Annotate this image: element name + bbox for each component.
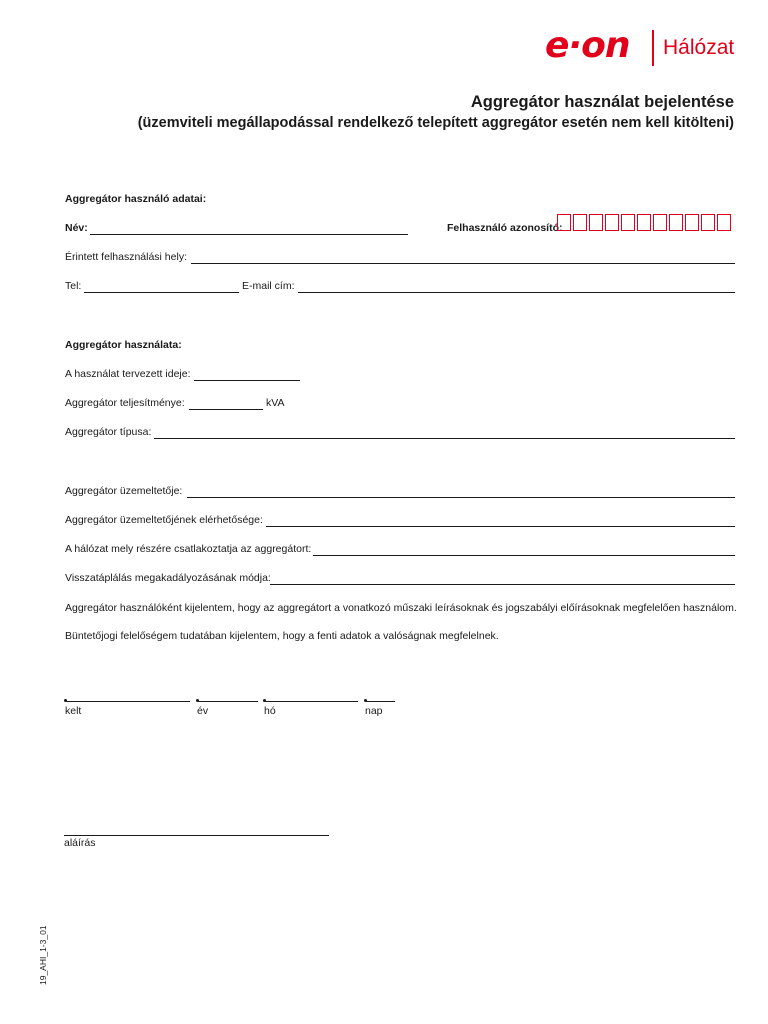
user-id-box[interactable]	[685, 214, 699, 231]
user-id-box[interactable]	[573, 214, 587, 231]
site-label: Érintett felhasználási hely:	[65, 251, 187, 263]
email-field[interactable]	[298, 292, 735, 293]
operator-label: Aggregátor üzemeltetője:	[65, 485, 183, 497]
type-label: Aggregátor típusa:	[65, 426, 152, 438]
year-field[interactable]	[198, 701, 258, 702]
user-id-box[interactable]	[653, 214, 667, 231]
logo-subtitle: Hálózat	[663, 36, 735, 59]
tel-label: Tel:	[65, 280, 82, 292]
day-label: nap	[365, 705, 383, 717]
user-id-box[interactable]	[621, 214, 635, 231]
user-id-box[interactable]	[701, 214, 715, 231]
logo-divider	[652, 30, 654, 66]
form-code: 19_AHI_1-3_01	[38, 925, 48, 985]
duration-field[interactable]	[194, 380, 300, 381]
power-field[interactable]	[189, 409, 263, 410]
grid-part-label: A hálózat mely részére csatlakoztatja az aggregátort:	[65, 543, 312, 555]
backfeed-label: Visszatáplálás megakadályozásának módja:	[65, 572, 271, 584]
duration-label: A használat tervezett ideje:	[65, 368, 191, 380]
power-label: Aggregátor teljesítménye:	[65, 397, 185, 409]
month-label: hó	[264, 705, 276, 717]
operator-field[interactable]	[187, 497, 735, 498]
user-id-box[interactable]	[557, 214, 571, 231]
user-id-box[interactable]	[605, 214, 619, 231]
operator-contact-field[interactable]	[266, 526, 735, 527]
grid-part-field[interactable]	[313, 555, 735, 556]
section-heading-usage: Aggregátor használata:	[65, 339, 182, 351]
signature-field[interactable]	[64, 835, 329, 836]
section-heading-user-data: Aggregátor használó adatai:	[65, 193, 207, 205]
user-id-box[interactable]	[717, 214, 731, 231]
email-label: E-mail cím:	[242, 280, 295, 292]
page-title: Aggregátor használat bejelentése	[470, 93, 734, 111]
tel-field[interactable]	[84, 292, 239, 293]
year-label: év	[197, 705, 209, 717]
site-field[interactable]	[191, 263, 735, 264]
eon-logo: e·on	[545, 25, 630, 66]
operator-contact-label: Aggregátor üzemeltetőjének elérhetősége:	[65, 514, 263, 526]
user-id-label: Felhasználó azonosító:	[447, 222, 563, 234]
user-id-box[interactable]	[637, 214, 651, 231]
backfeed-field[interactable]	[270, 584, 735, 585]
place-field[interactable]	[66, 701, 190, 702]
power-unit: kVA	[266, 397, 285, 409]
signature-label: aláírás	[64, 837, 96, 849]
day-field[interactable]	[366, 701, 395, 702]
user-id-box[interactable]	[669, 214, 683, 231]
declaration-liability: Büntetőjogi felelőségem tudatában kijelentem, hogy a fenti adatok a valóságnak megfelelnek.	[65, 630, 499, 642]
type-field[interactable]	[154, 438, 735, 439]
page-subtitle: (üzemviteli megállapodással rendelkező telepített aggregátor esetén nem kell kitölteni)	[137, 115, 734, 131]
user-id-box[interactable]	[589, 214, 603, 231]
declaration-usage: Aggregátor használóként kijelentem, hogy az aggregátort a vonatkozó műszaki leírásoknak és jogszabályi előírásoknak megfelelően használom.	[65, 602, 737, 614]
name-field[interactable]	[90, 234, 408, 235]
place-label: kelt	[65, 705, 82, 717]
name-label: Név:	[65, 222, 88, 234]
month-field[interactable]	[265, 701, 358, 702]
